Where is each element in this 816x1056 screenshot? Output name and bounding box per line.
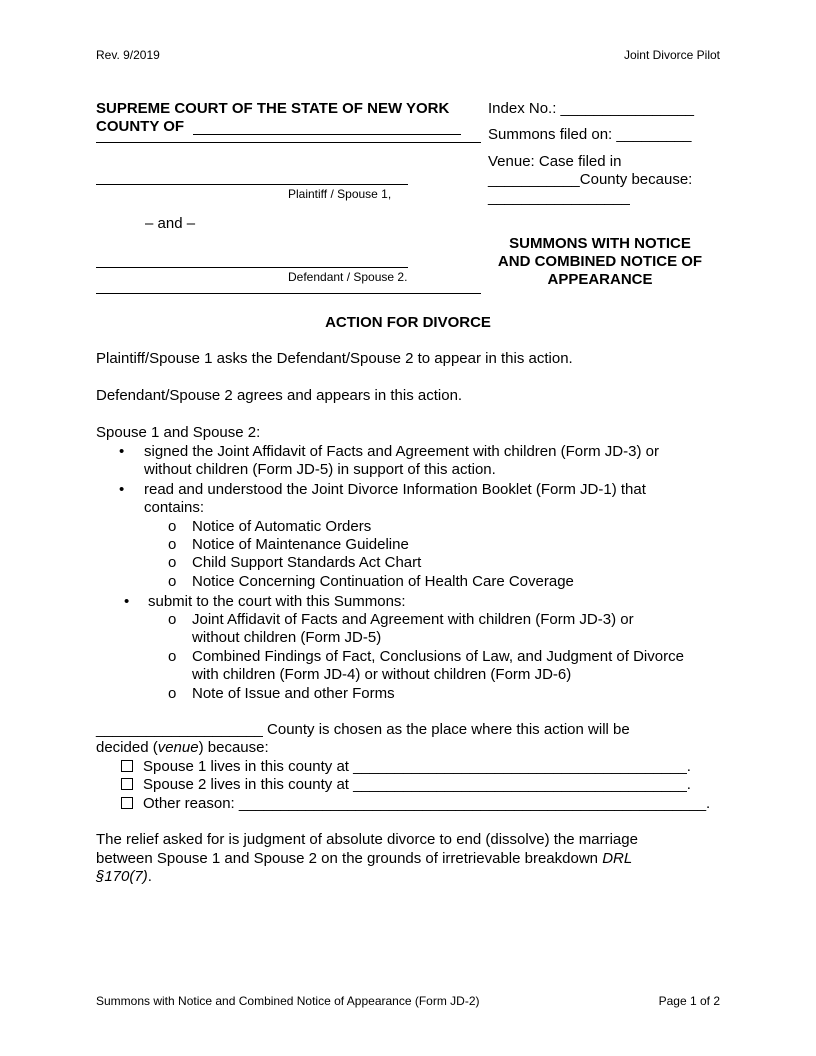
circle-bullet-icon: o — [168, 685, 177, 702]
bullet-2-line-2: contains: — [144, 499, 205, 516]
action-title: ACTION FOR DIVORCE — [325, 314, 491, 331]
defendant-label: Defendant / Spouse 2. — [288, 270, 408, 284]
section-emphasis: §170(7) — [96, 868, 148, 885]
relief-line-3-post: . — [147, 868, 152, 885]
title-line-3: APPEARANCE — [547, 271, 653, 288]
summons-filed[interactable]: Summons filed on: _________ — [488, 126, 692, 143]
venue-emphasis: venue — [157, 739, 199, 756]
county-line[interactable] — [193, 134, 461, 135]
relief-line-1: The relief asked for is judgment of absolute divorce to end (dissolve) the marriage — [96, 831, 638, 848]
caption-rule-top — [96, 142, 481, 143]
sub-item: Notice of Automatic Orders — [192, 518, 372, 535]
checkbox-spouse-1[interactable] — [121, 758, 691, 775]
bullet-3: submit to the court with this Summons: — [148, 593, 406, 610]
sub-item: Notice of Maintenance Guideline — [192, 536, 409, 553]
sub-item-2b-line-2: with children (Form JD-4) or without children (Form JD-6) — [192, 666, 572, 683]
checkbox-spouse-2-label: Spouse 2 lives in this county at ________________________________________. — [143, 776, 691, 793]
sub-item-2b-line-1: Combined Findings of Fact, Conclusions of Law, and Judgment of Divorce — [192, 648, 684, 665]
circle-bullet-icon: o — [168, 611, 177, 628]
circle-bullet-icon: o — [168, 554, 177, 571]
bullet-icon: • — [119, 443, 125, 460]
paragraph-2: Defendant/Spouse 2 agrees and appears in this action. — [96, 387, 463, 404]
checkbox-other[interactable] — [121, 795, 710, 812]
checkbox-spouse-2[interactable] — [121, 776, 691, 793]
bullet-1-line-1: signed the Joint Affidavit of Facts and Agreement with children (Form JD-3) or — [144, 443, 659, 460]
drl-emphasis: DRL — [602, 850, 633, 867]
county-line-2-post: ) because: — [198, 739, 269, 756]
pilot-label: Joint Divorce Pilot — [623, 48, 720, 62]
checkbox-spouse-1-label: Spouse 1 lives in this county at ________________________________________. — [143, 758, 691, 775]
venue-line-1: Venue: Case filed in — [488, 153, 622, 170]
sub-item: Child Support Standards Act Chart — [192, 554, 422, 571]
plaintiff-label: Plaintiff / Spouse 1, — [288, 187, 392, 201]
and-separator: – and – — [145, 215, 196, 232]
defendant-line[interactable] — [96, 267, 408, 268]
index-number[interactable]: Index No.: ________________ — [488, 100, 695, 117]
county-line-2-pre: decided ( — [96, 739, 158, 756]
footer-page-number: Page 1 of 2 — [658, 994, 720, 1008]
checkbox-other-label: Other reason: ________________________________________________________. — [143, 795, 711, 812]
spouses-intro: Spouse 1 and Spouse 2: — [96, 424, 261, 441]
relief-line-2 — [96, 850, 632, 867]
circle-bullet-icon: o — [168, 518, 177, 535]
circle-bullet-icon: o — [168, 573, 177, 590]
revision-label: Rev. 9/2019 — [96, 48, 160, 62]
county-label: COUNTY OF — [96, 118, 185, 135]
county-chosen-line-1[interactable]: ____________________ County is chosen as the place where this action will be — [96, 721, 630, 738]
bullet-2-line-1: read and understood the Joint Divorce Information Booklet (Form JD-1) that — [144, 481, 646, 498]
relief-line-2-text: between Spouse 1 and Spouse 2 on the grounds of irretrievable breakdown — [96, 850, 603, 867]
title-line-1: SUMMONS WITH NOTICE — [509, 235, 691, 252]
sub-item-2a-line-2: without children (Form JD-5) — [192, 629, 382, 646]
venue-line-2[interactable]: ___________County because: — [488, 171, 693, 188]
sub-item-2a-line-1: Joint Affidavit of Facts and Agreement with children (Form JD-3) or — [192, 611, 634, 628]
circle-bullet-icon: o — [168, 648, 177, 665]
checkbox-icon[interactable] — [121, 760, 133, 772]
bullet-1-line-2: without children (Form JD-5) in support of this action. — [144, 461, 496, 478]
bullet-icon: • — [119, 481, 125, 498]
county-chosen-line-2 — [96, 739, 269, 756]
venue-line-3[interactable]: _________________ — [488, 189, 630, 206]
footer-form-name: Summons with Notice and Combined Notice of Appearance (Form JD-2) — [96, 994, 480, 1008]
bullet-icon: • — [124, 593, 130, 610]
caption-rule-bottom — [96, 293, 481, 294]
circle-bullet-icon: o — [168, 536, 177, 553]
plaintiff-line[interactable] — [96, 184, 408, 185]
checkbox-icon[interactable] — [121, 778, 133, 790]
title-line-2: AND COMBINED NOTICE OF — [497, 253, 703, 270]
court-name: SUPREME COURT OF THE STATE OF NEW YORK — [96, 100, 450, 117]
relief-line-3 — [96, 868, 152, 885]
paragraph-1: Plaintiff/Spouse 1 asks the Defendant/Spouse 2 to appear in this action. — [96, 350, 573, 367]
sub-item-2c: Note of Issue and other Forms — [192, 685, 395, 702]
checkbox-icon[interactable] — [121, 797, 133, 809]
sub-item: Notice Concerning Continuation of Health Care Coverage — [192, 573, 574, 590]
